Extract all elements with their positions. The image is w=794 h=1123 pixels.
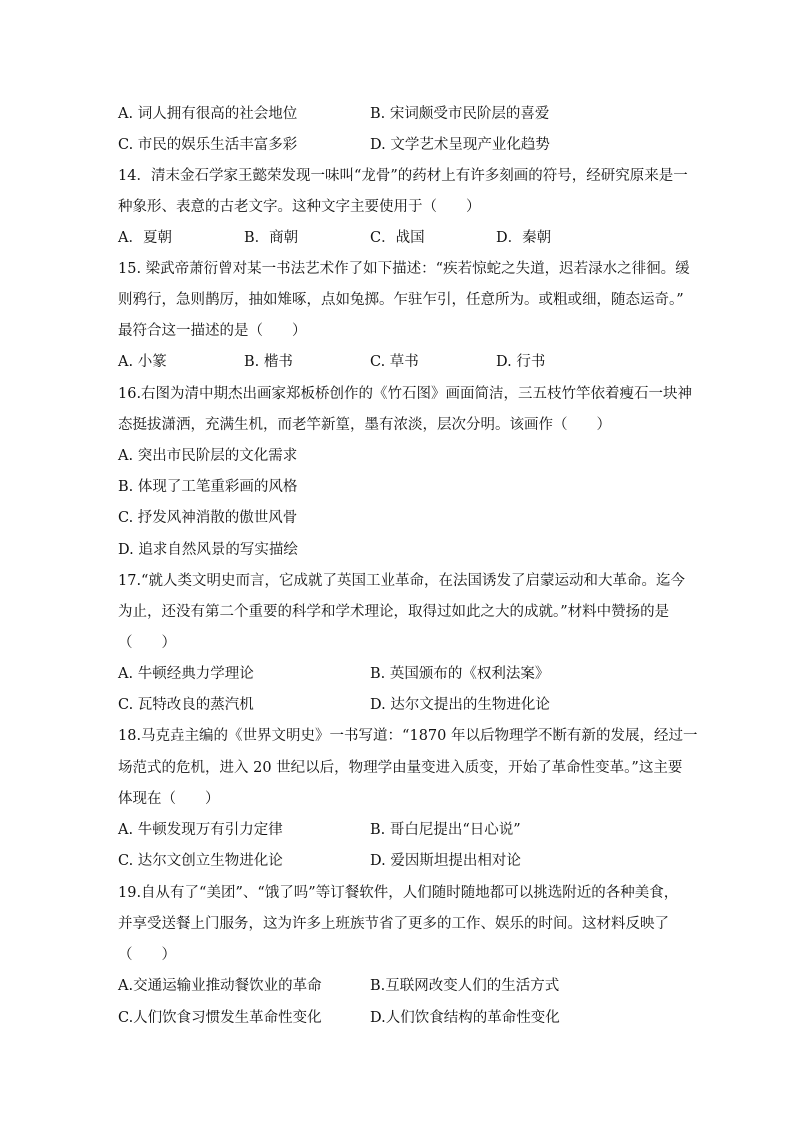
- q15-option-c[interactable]: C. 草书: [370, 354, 419, 370]
- q14-option-b[interactable]: B．商朝: [244, 230, 299, 246]
- q16-option-a[interactable]: A. 突出市民阶层的文化需求: [118, 448, 298, 464]
- q18-stem-line-2: 场范式的危机，进入 20 世纪以后，物理学由量变进入质变，开始了革命性变革。”这主要: [118, 760, 683, 776]
- q19-stem-line-2: 并享受送餐上门服务，这为许多上班族节省了更多的工作、娱乐的时间。这材料反映了: [118, 916, 669, 932]
- q14-stem-line-1: 14．清末金石学家王懿荣发现一味叫“龙骨”的药材上有许多刻画的符号，经研究原来是一: [118, 168, 688, 184]
- q16-option-c[interactable]: C. 抒发风神消散的傲世风骨: [118, 510, 298, 526]
- q13-option-d[interactable]: D. 文学艺术呈现产业化趋势: [370, 137, 550, 153]
- q14-stem-line-2: 种象形、表意的古老文字。这种文字主要使用于（ ）: [118, 199, 481, 215]
- q15-stem-line-1: 15. 梁武帝萧衍曾对某一书法艺术作了如下描述：“疾若惊蛇之失道，迟若渌水之徘徊。缓: [118, 261, 690, 277]
- q19-option-c[interactable]: C.人们饮食习惯发生革命性变化: [118, 1010, 322, 1026]
- q15-option-d[interactable]: D. 行书: [496, 354, 546, 370]
- q16-option-d[interactable]: D. 追求自然风景的写实描绘: [118, 542, 298, 558]
- q17-stem-line-1: 17.“就人类文明史而言，它成就了英国工业革命，在法国诱发了启蒙运动和大革命。迄今: [118, 573, 685, 589]
- q19-option-b[interactable]: B.互联网改变人们的生活方式: [370, 978, 560, 994]
- q18-option-d[interactable]: D. 爱因斯坦提出相对论: [370, 853, 521, 869]
- q17-option-a[interactable]: A. 牛顿经典力学理论: [118, 666, 254, 682]
- q15-stem-line-3: 最符合这一描述的是（ ）: [118, 323, 307, 339]
- q19-option-a[interactable]: A.交通运输业推动餐饮业的革命: [118, 978, 322, 994]
- q19-stem-line-3: （ ）: [118, 947, 176, 963]
- q13-option-a[interactable]: A. 词人拥有很高的社会地位: [118, 106, 298, 122]
- q16-option-b[interactable]: B. 体现了工笔重彩画的风格: [118, 479, 298, 495]
- q16-stem-line-2: 态挺拔潇洒，充满生机，而老竿新篁，墨有浓淡，层次分明。该画作（ ）: [118, 417, 611, 433]
- q18-option-a[interactable]: A. 牛顿发现万有引力定律: [118, 822, 283, 838]
- q17-option-c[interactable]: C. 瓦特改良的蒸汽机: [118, 697, 254, 713]
- q16-stem-line-1: 16.右图为清中期杰出画家郑板桥创作的《竹石图》画面简洁，三五枝竹竿依着瘦石一块神: [118, 386, 693, 402]
- q13-option-b[interactable]: B. 宋词颇受市民阶层的喜爱: [370, 106, 550, 122]
- q18-stem-line-3: 体现在（ ）: [118, 791, 220, 807]
- q14-option-d[interactable]: D．秦朝: [496, 230, 552, 246]
- q18-option-b[interactable]: B. 哥白尼提出“日心说”: [370, 822, 521, 838]
- q17-option-b[interactable]: B. 英国颁布的《权利法案》: [370, 666, 550, 682]
- q15-stem-line-2: 则鸦行，急则鹊厉，抽如雉啄，点如兔掷。乍驻乍引，任意所为。或粗或细，随态运奇。”: [118, 292, 684, 308]
- q13-option-c[interactable]: C. 市民的娱乐生活丰富多彩: [118, 137, 298, 153]
- q17-option-d[interactable]: D. 达尔文提出的生物进化论: [370, 697, 550, 713]
- q15-option-b[interactable]: B. 楷书: [244, 354, 293, 370]
- q18-stem-line-1: 18.马克垚主编的《世界文明史》一书写道：“1870 年以后物理学不断有新的发展，经过一: [118, 728, 698, 744]
- q17-stem-line-3: （ ）: [118, 635, 176, 651]
- q19-option-d[interactable]: D.人们饮食结构的革命性变化: [370, 1010, 560, 1026]
- q19-stem-line-1: 19.自从有了“美团”、“饿了吗”等订餐软件，人们随时随地都可以挑选附近的各种美食，: [118, 885, 679, 901]
- q17-stem-line-2: 为止，还没有第二个重要的科学和学术理论，取得过如此之大的成就。”材料中赞扬的是: [118, 604, 670, 620]
- q14-option-a[interactable]: A．夏朝: [118, 230, 172, 246]
- q15-option-a[interactable]: A. 小篆: [118, 354, 167, 370]
- q14-option-c[interactable]: C．战国: [370, 230, 425, 246]
- q18-option-c[interactable]: C. 达尔文创立生物进化论: [118, 853, 283, 869]
